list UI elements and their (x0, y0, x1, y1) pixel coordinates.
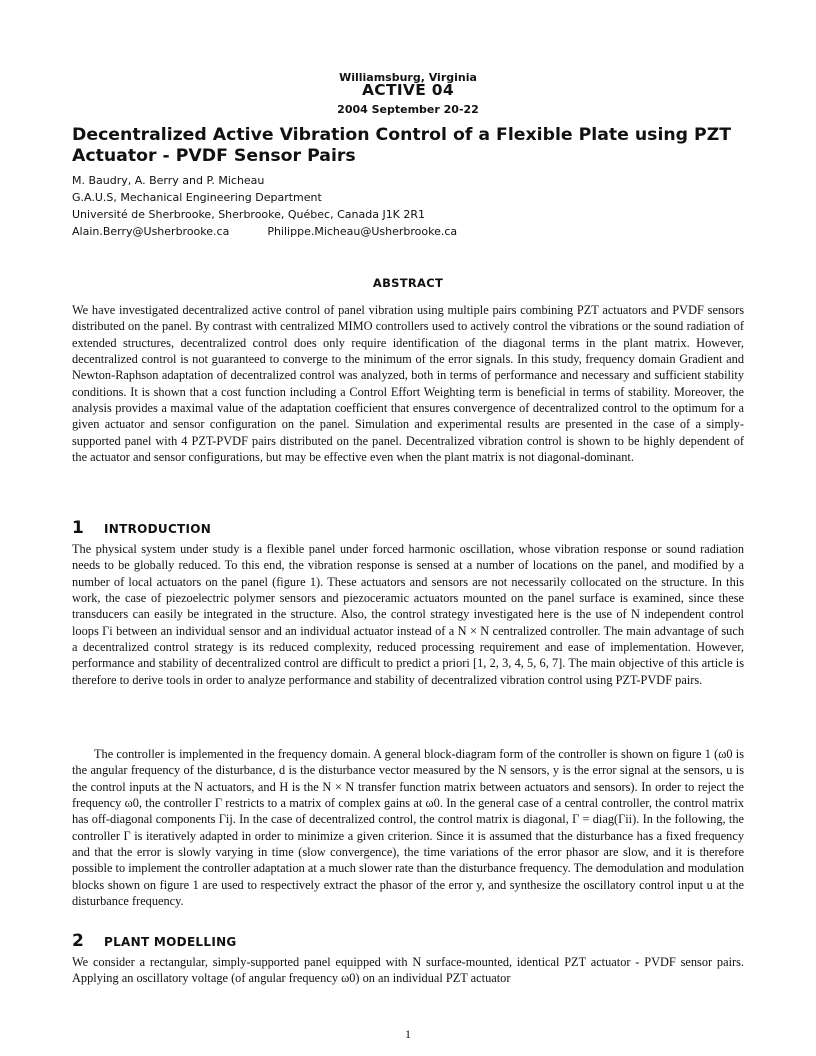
section-number: 1 (72, 518, 84, 538)
conference-location: Williamsburg, Virginia (339, 71, 477, 84)
section-heading-introduction (72, 518, 211, 538)
section-title: PLANT MODELLING (104, 935, 237, 949)
author-names: M. Baudry, A. Berry and P. Micheau (72, 174, 265, 187)
email-micheau: Philippe.Micheau@Usherbrooke.ca (267, 225, 458, 238)
page-number: 1 (405, 1027, 411, 1041)
intro-paragraph-1: The physical system under study is a flexible panel under forced harmonic oscillation, whose vibration response or sound radiation needs to be globally reduced. To this end, the vibration response is sensed at a number of locations on the panel, and modified by a number of local actuators on the panel (figure 1). These actuators and sensors are not necessarily collocated on the structure. In this work, the case of piezoelectric polymer sensors and piezoceramic actuators mounted on the panel surface is examined, since these transducers can easily be integrated in the structure. Also, the control strategy investigated here is the use of N independent control loops Γi between an individual sensor and an individual actuator instead of a N × N centralized controller. The main advantage of such a decentralized control strategy is its reduced complexity, reduced processing requirement and ease of implementation. However, performance and stability of decentralized control are difficult to predict a priori [1, 2, 3, 4, 5, 6, 7]. The main objective of this article is therefore to derive tools in order to analyze performance and stability of decentralized vibration control using PZT-PVDF pairs. (72, 542, 744, 687)
abstract-text: We have investigated decentralized active control of panel vibration using multiple pairs combining PZT actuators and PVDF sensors distributed on the panel. By contrast with centralized MIMO controllers used to actively control the vibrations or the sound radiation of extended structures, decentralized control does only require identification of the diagonal terms in the plant matrix. However, decentralized control is not guaranteed to converge to the minimum of the error signals. In this study, frequency domain Gradient and Newton-Raphson adaptation of decentralized control was analyzed, both in terms of performance and necessary and sufficient stability conditions. It is shown that a cost function including a Control Effort Weighting term is beneficial in terms of stability. Moreover, the analysis provides a maximal value of the adaptation coefficient that ensures convergence of decentralized control to the optimum for a given actuator and sensor configuration on the panel. Simulation and experimental results are presented in the case of a simply-supported panel with 4 PZT-PVDF pairs distributed on the panel. Decentralized vibration control is shown to be highly dependent of the actuator and sensor configurations, but may be effective even when the plant matrix is not diagonal-dominant. (72, 303, 744, 465)
section-number: 2 (72, 931, 84, 951)
plant-paragraph-1: We consider a rectangular, simply-supported panel equipped with N surface-mounted, identical PZT actuator - PVDF sensor pairs. Applying an oscillatory voltage (of angular frequency ω0) on an individual PZT actuator (72, 955, 744, 986)
section-title: INTRODUCTION (104, 522, 212, 536)
author-emails (72, 223, 457, 240)
author-block (72, 172, 457, 240)
affiliation-department: G.A.U.S, Mechanical Engineering Department (72, 191, 322, 204)
email-berry: Alain.Berry@Usherbrooke.ca (72, 225, 230, 238)
section-heading-plant-modelling (72, 931, 237, 951)
intro-paragraph-2: The controller is implemented in the frequency domain. A general block-diagram form of the controller is shown on figure 1 (ω0 is the angular frequency of the disturbance, d is the disturbance vector measured by the N sensors, y is the error signal at the sensors, u is the control inputs at the N actuators, and H is the N × N transfer function matrix between actuators and sensors). In order to reject the frequency ω0, the controller Γ restricts to a matrix of complex gains at ω0. In the general case of a central controller, the control matrix has off-diagonal components Γij. In the case of decentralized control, the control matrix is diagonal, Γ = diag(Γii). In the following, the controller Γ is iteratively adapted in order to minimize a given criterion. Since it is assumed that the disturbance has a fixed frequency and that the error is slowly varying in time (slow convergence), the time variations of the error phasor are slow, and it is therefore possible to implement the controller adaptation at a much slower rate than the disturbance frequency. The demodulation and modulation blocks shown on figure 1 are used to respectively extract the phasor of the error y, and synthesize the oscillatory control input u at the disturbance frequency. (72, 747, 744, 909)
abstract-heading: ABSTRACT (372, 276, 444, 290)
paper-title: Decentralized Active Vibration Control of a Flexible Plate using PZT Actuator - PVDF Sensor Pairs (72, 125, 732, 166)
conference-name: ACTIVE 04 (362, 81, 454, 99)
conference-date: 2004 September 20-22 (337, 103, 479, 116)
affiliation-address: Université de Sherbrooke, Sherbrooke, Québec, Canada J1K 2R1 (72, 208, 426, 221)
